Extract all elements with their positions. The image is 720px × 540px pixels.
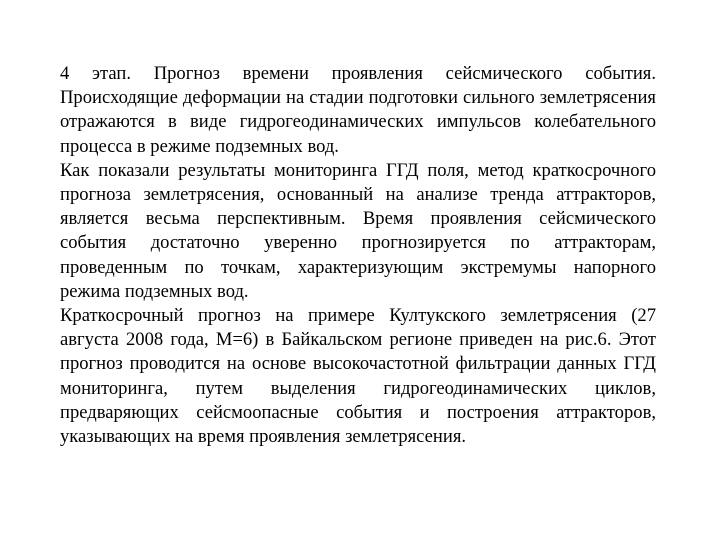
slide-text bbox=[60, 62, 656, 449]
paragraph-kultuk-example: Краткосрочный прогноз на примере Култукского землетрясения (27 августа 2008 года, М=6) в Байкальском регионе приведен на рис.6. Этот прогноз проводится на основе высокочастотной фильтрации данных ГГД мониторинга, путем выделения гидрогеодинамических циклов, предваряющих сейсмоопасные события и построения аттракторов, указывающих на время проявления землетрясения. bbox=[60, 305, 656, 448]
paragraph-stage-4: 4 этап. Прогноз времени проявления сейсмического события. Происходящие деформации на стадии подготовки сильного землетрясения отражаются в виде гидрогеодинамических импульсов колебательного процесса в режиме подземных вод. bbox=[60, 63, 656, 157]
paragraph-monitoring-results: Как показали результаты мониторинга ГГД поля, метод краткосрочного прогноза землетрясения, основанный на анализе тренда аттракторов, является весьма перспективным. Время проявления сейсмического события достаточно уверенно прогнозируется по аттракторам, проведенным по точкам, характеризующим экстремумы напорного режима подземных вод. bbox=[60, 159, 656, 302]
